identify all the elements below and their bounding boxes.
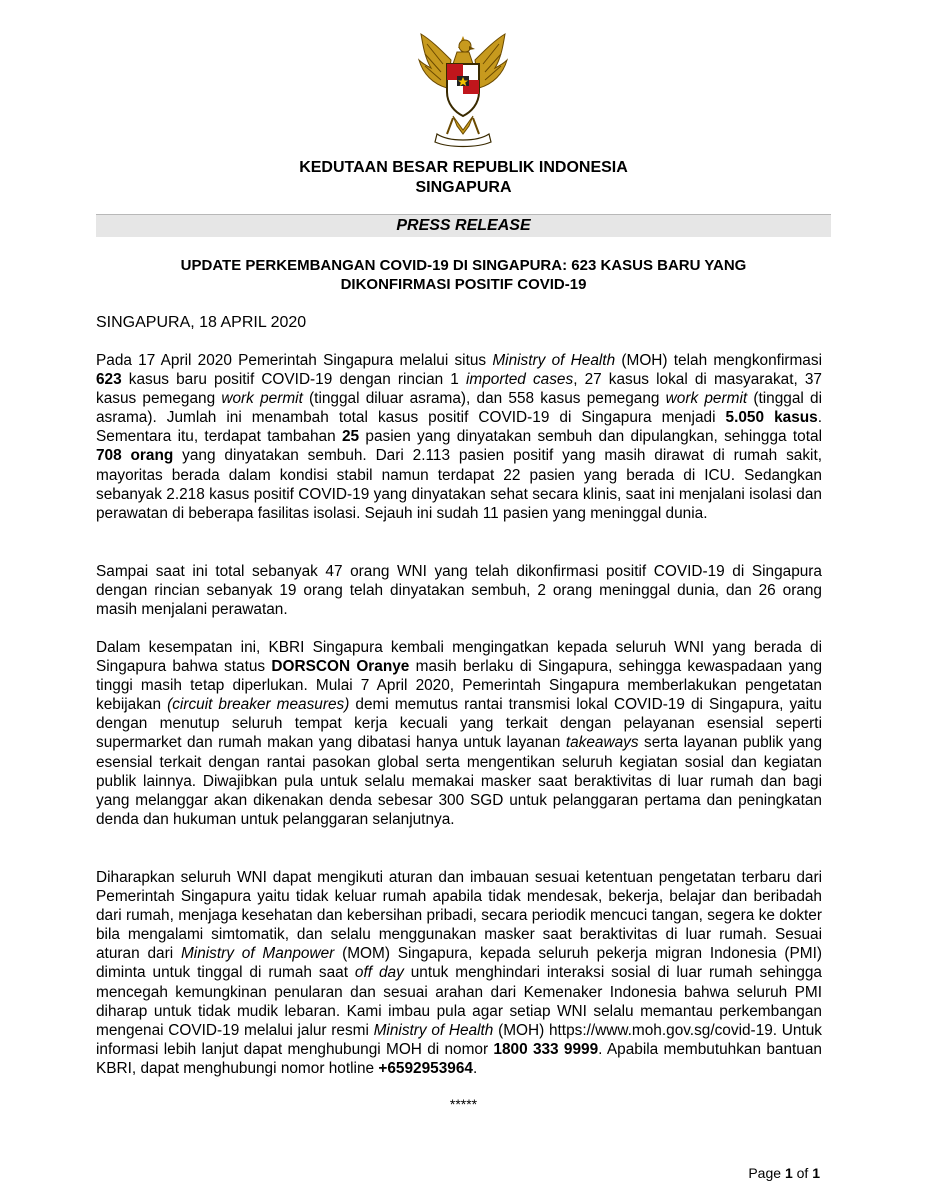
- text-run: yang dinyatakan sembuh. Dari 2.113 pasien positif yang masih dirawat di rumah sakit, mayoritas berada dalam kondisi stabil namun terdapat 22 pasien yang berada di ICU. Sedangkan sebanyak 2.218 kasus positif COVID-19 yang dinyatakan sehat secara klinis, saat ini menjalani isolasi dan perawatan di beberapa fasilitas isolasi. Sejauh ini sudah 11 pasien yang meninggal dunia.: [96, 447, 822, 522]
- of-word: of: [796, 1165, 809, 1181]
- page-word: Page: [748, 1165, 782, 1181]
- garuda-emblem-svg: [413, 30, 513, 148]
- text-run: untuk menghindari interaksi sosial di luar rumah sehingga mencegah kemungkinan penularan dan sesuai arahan dari Kemenaker Indonesia bahwa seluruh PMI diharap untuk tidak mudik lebaran. Kami imbau pula agar setiap WNI selalu memantau perkembangan mengenai COVID-19 melalui jalur resmi: [96, 964, 822, 1039]
- text-run: . Sementara itu, terdapat tambahan: [96, 409, 822, 446]
- text-run: pasien yang dinyatakan sembuh dan dipulangkan, sehingga total: [359, 428, 822, 446]
- text-run: (MOH) https://www.moh.gov.sg/covid-19. Untuk informasi lebih lanjut dapat menghubungi MOH di nomor: [96, 1021, 822, 1058]
- text-run: kasus baru positif COVID-19 dengan rincian 1: [121, 371, 466, 389]
- press-release-banner: PRESS RELEASE: [96, 214, 831, 237]
- text-run: (MOH) telah mengkonfirmasi: [615, 352, 822, 369]
- embassy-name: KEDUTAAN BESAR REPUBLIK INDONESIA: [299, 159, 628, 176]
- page-current: 1: [784, 1165, 793, 1181]
- bold-text: DORSCON Oranye: [271, 658, 410, 676]
- text-run: Sampai saat ini total sebanyak 47 orang WNI yang telah dikonfirmasi positif COVID-19 di Singapura dengan rincian sebanyak 19 orang telah dinyatakan sembuh, 2 orang meninggal dunia, dan 26 orang masih menjalani perawatan.: [96, 563, 822, 619]
- page-total: 1: [812, 1165, 820, 1181]
- title-line-2: DIKONFIRMASI POSITIF COVID-19: [340, 276, 587, 293]
- italic-text: work permit: [665, 390, 748, 408]
- italic-text: Ministry of Health: [492, 352, 616, 369]
- text-run: demi memutus rantai transmisi lokal COVID-19 di Singapura, yaitu dengan menutup seluruh tempat kerja kecuali yang terkait dengan pelayanan esensial seperti supermarket dan rumah makan yang dibatasi hanya untuk layanan: [96, 696, 822, 752]
- page-number: [748, 1165, 820, 1181]
- paragraph-wni-cases: [96, 562, 822, 619]
- italic-text: imported cases: [465, 371, 574, 389]
- bold-text: 5.050 kasus: [725, 409, 818, 427]
- text-run: Pada 17 April 2020 Pemerintah Singapura melalui situs: [96, 352, 493, 369]
- italic-text: Ministry of Manpower: [180, 945, 335, 963]
- bold-text: 708 orang: [96, 447, 174, 465]
- paragraph-guidance: [96, 868, 822, 1078]
- bold-text: 1800 333 9999: [493, 1040, 599, 1058]
- letterhead: [0, 158, 927, 198]
- garuda-emblem-icon: [413, 30, 513, 148]
- text-run: (tinggal diluar asrama), dan 558 kasus pemegang: [302, 390, 666, 408]
- paragraph-case-update: [96, 351, 822, 523]
- italic-text: takeaways: [565, 734, 639, 752]
- text-run: Dalam kesempatan ini, KBRI Singapura kembali mengingatkan kepada seluruh WNI yang berada di Singapura bahwa status: [96, 639, 822, 676]
- italic-text: off day: [354, 964, 404, 982]
- paragraph-dorscon-advisory: [96, 638, 822, 829]
- italic-text: work permit: [221, 390, 303, 408]
- text-run: masih berlaku di Singapura, sehingga kewaspadaan yang tinggi masih tetap diperlukan. Mulai 7 April 2020, Pemerintah Singapura memberlakukan pengetatan kebijakan: [96, 658, 823, 714]
- text-run: Diharapkan seluruh WNI dapat mengikuti aturan dan imbauan sesuai ketentuan pengetatan terbaru dari Pemerintah Singapura yaitu tidak keluar rumah apabila tidak mendesak, bekerja, belajar dan beribadah dari rumah, menjaga kesehatan dan kebersihan pribadi, secara periodik mencuci tangan, segera ke dokter bila mengalami simtomatik, dan selalu menggunakan masker saat beraktivitas di luar rumah. Sesuai aturan dari: [96, 869, 822, 963]
- text-run: , 27 kasus lokal di masyarakat, 37 kasus pemegang: [96, 371, 822, 408]
- end-marker: *****: [449, 1096, 478, 1112]
- text-run: . Apabila membutuhkan bantuan KBRI, dapat menghubungi nomor hotline: [96, 1040, 822, 1077]
- dateline: SINGAPURA, 18 APRIL 2020: [96, 314, 307, 331]
- text-run: serta layanan publik yang esensial terkait dengan rantai pasokan global serta mengentikan seluruh kegiatan sosial dan kegiatan publik lainnya. Diwajibkan pula untuk selalu memakai masker saat beraktivitas di luar rumah dan bagi yang melanggar akan dikenakan denda sebesar 300 SGD untuk pelanggaran pertama dan peningkatan denda dan hukuman untuk pelanggaran selanjutnya.: [96, 734, 823, 828]
- document-title: [96, 256, 831, 294]
- embassy-city: SINGAPURA: [415, 179, 512, 196]
- title-line-1: UPDATE PERKEMBANGAN COVID-19 DI SINGAPURA: 623 KASUS BARU YANG: [180, 257, 747, 274]
- italic-text: (circuit breaker measures): [167, 696, 350, 714]
- text-run: (MOM) Singapura, kepada seluruh pekerja migran Indonesia (PMI) diminta untuk tinggal di rumah saat: [96, 945, 822, 982]
- text-run: .: [472, 1059, 478, 1077]
- bold-text: 25: [341, 428, 360, 446]
- italic-text: Ministry of Health: [373, 1021, 494, 1039]
- text-run: (tinggal di asrama). Jumlah ini menambah total kasus positif COVID-19 di Singapura menjadi: [96, 390, 823, 427]
- bold-text: +6592953964: [378, 1059, 473, 1077]
- bold-text: 623: [96, 371, 122, 389]
